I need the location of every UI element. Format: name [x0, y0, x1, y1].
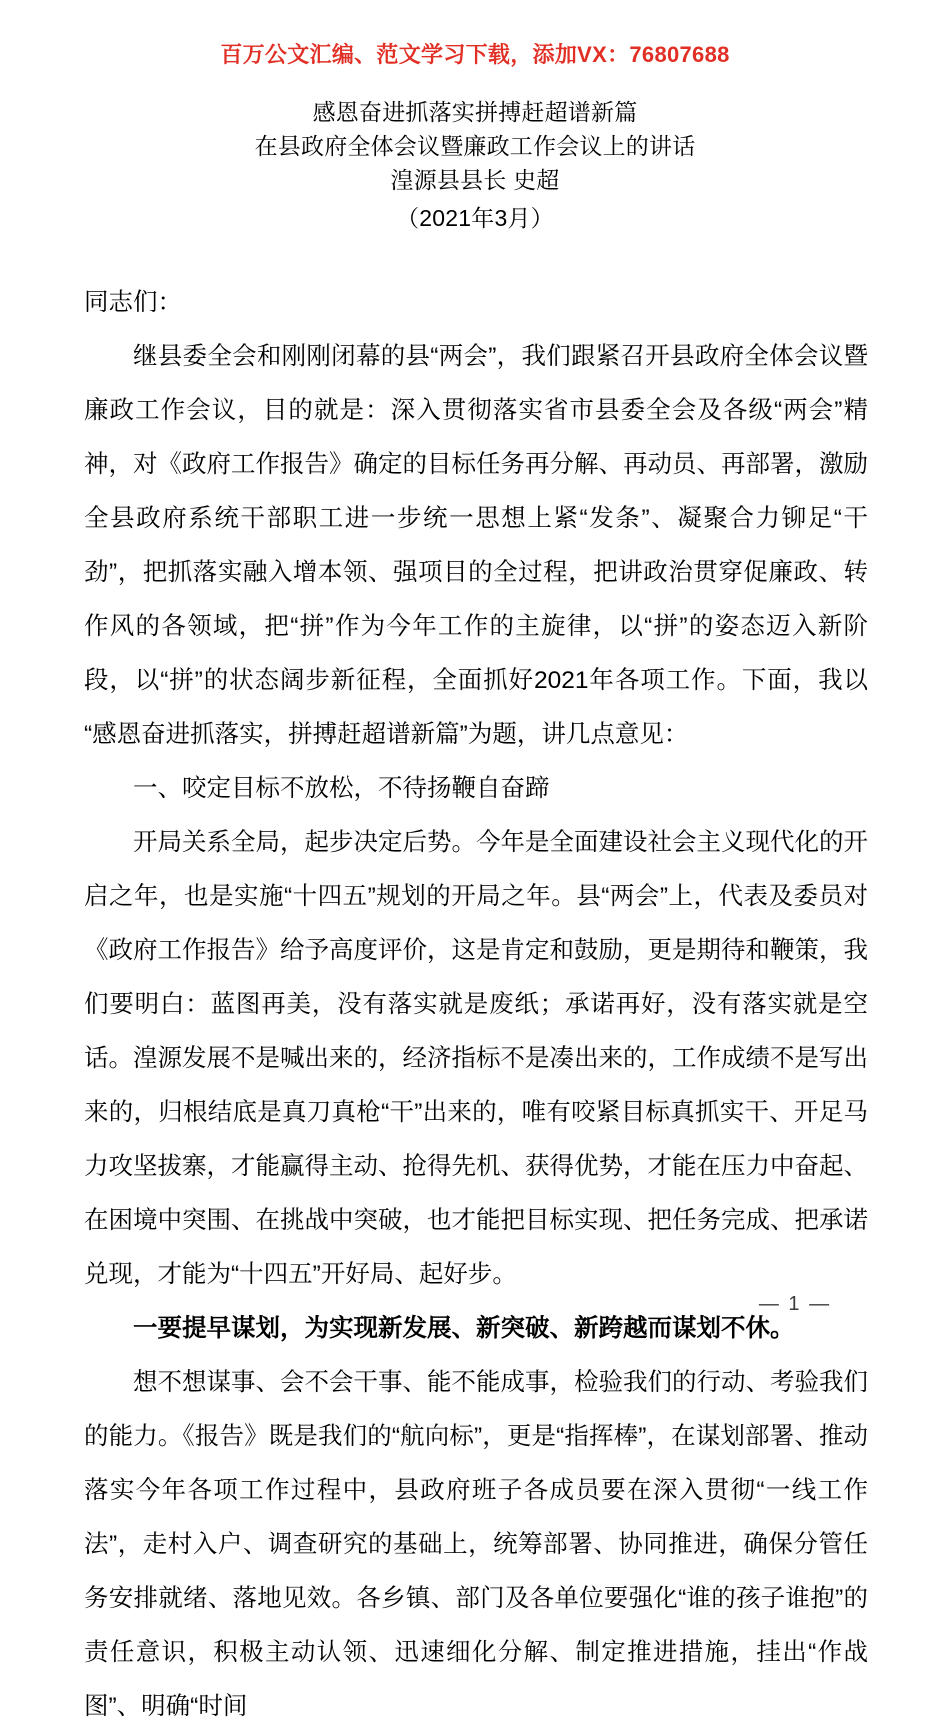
section-heading-1: 一、咬定目标不放松，不待扬鞭自奋蹄	[133, 775, 550, 802]
document-body	[84, 276, 868, 1734]
document-title-line-2: 在县政府全体会议暨廉政工作会议上的讲话	[254, 133, 696, 159]
page-footer	[0, 1293, 950, 1316]
document-author-line: 湟源县县长 史超	[390, 167, 560, 193]
page-number: — 1 —	[758, 1293, 832, 1315]
paragraph-container	[84, 330, 868, 1734]
document-title-line-1: 感恩奋进抓落实拼搏赶超谱新篇	[312, 99, 638, 125]
body-2: 想不想谋事、会不会干事、能不能成事，检验我们的行动、考验我们的能力。《报告》既是我们的“航向标”，更是“指挥棒”，在谋划部署、推动落实今年各项工作过程中，县政府班子各成员要在深入贯彻“一线工作法”，走村入户、调查研究的基础上，统筹部署、协同推进，确保分管任务安排就绪、落地见效。各乡镇、部门及各单位要强化“谁的孩子谁抱”的责任意识，积极主动认领、迅速细化分解、制定推进措施，挂出“作战图”、明确“时间	[84, 1369, 868, 1720]
salutation: 同志们：	[84, 289, 182, 316]
intro: 继县委全会和刚刚闭幕的县“两会”，我们跟紧召开县政府全体会议暨廉政工作会议，目的就是：深入贯彻落实省市县委全会及各级“两会”精神，对《政府工作报告》确定的目标任务再分解、再动员、再部署，激励全县政府系统干部职工进一步统一思想上紧“发条”、凝聚合力铆足“干劲”，把抓落实融入增本领、强项目的全过程，把讲政治贯穿促廉政、转作风的各领域，把“拼”作为今年工作的主旋律，以“拼”的姿态迈入新阶段，以“拼”的状态阔步新征程，全面抓好2021年各项工作。下面，我以“感恩奋进抓落实，拼搏赶超谱新篇”为题，讲几点意见：	[84, 343, 868, 748]
body-1: 开局关系全局，起步决定后势。今年是全面建设社会主义现代化的开启之年，也是实施“十四五”规划的开局之年。县“两会”上，代表及委员对《政府工作报告》给予高度评价，这是肯定和鼓励，更是期待和鞭策，我们要明白：蓝图再美，没有落实就是废纸；承诺再好，没有落实就是空话。湟源发展不是喊出来的，经济指标不是凑出来的，工作成绩不是写出来的，归根结底是真刀真枪“干”出来的，唯有咬紧目标真抓实干、开足马力攻坚拔寨，才能赢得主动、抢得先机、获得优势，才能在压力中奋起、在困境中突围、在挑战中突破，也才能把目标实现、把任务完成、把承诺兑现，才能为“十四五”开好局、起好步。	[84, 829, 868, 1288]
title-block	[0, 95, 950, 235]
document-date-line: （2021年3月）	[396, 205, 554, 231]
promo-header-text: 百万公文汇编、范文学习下载，添加VX：76807688	[220, 42, 730, 67]
sub-heading-1: 一要提早谋划，为实现新发展、新突破、新跨越而谋划不休。	[133, 1315, 795, 1342]
